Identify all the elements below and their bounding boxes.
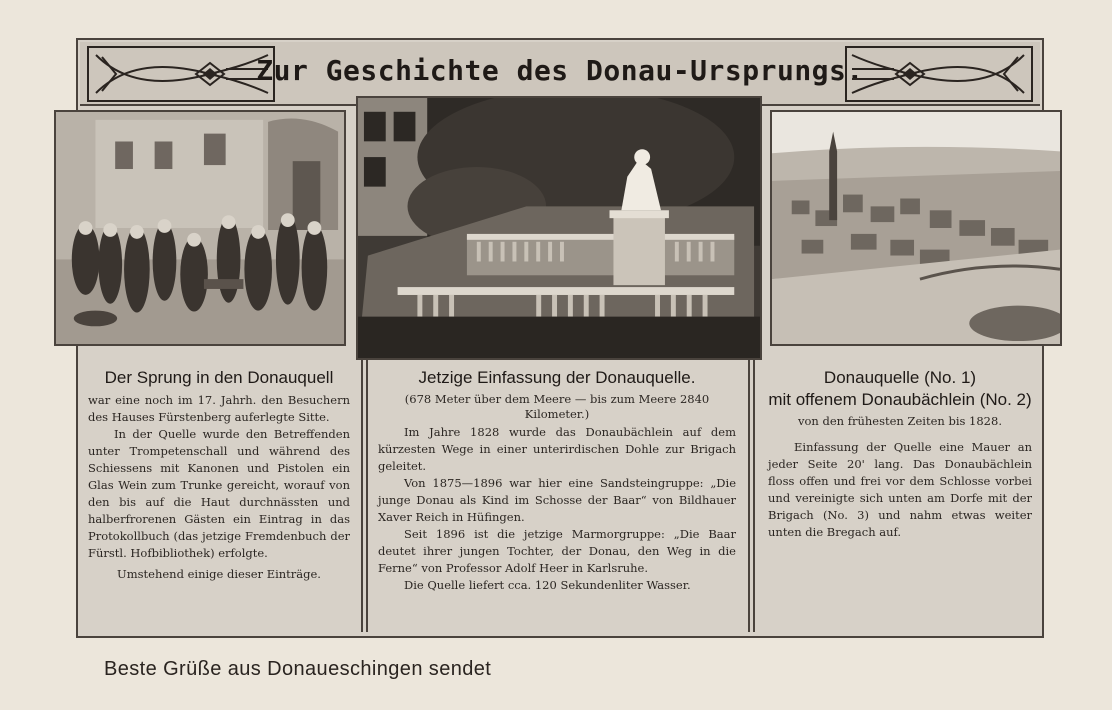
right-text-column bbox=[760, 360, 1040, 632]
center-paragraph: Von 1875—1896 war hier eine Sandsteingruppe: „Die junge Donau als Kind im Schosse der Baar“ von Bildhauer Xaver Reich in Hüfingen. bbox=[378, 476, 736, 524]
column-divider bbox=[748, 360, 750, 632]
center-text-column bbox=[370, 360, 744, 632]
right-paragraph: Einfassung der Quelle eine Mauer an jeder Seite 20' lang. Das Donaubächlein floss offen und frei vor dem Schlosse vorbei und vereinigte sich unten am Dorfe mit der Brigach (No. 3) und nahm etwas weiter unten die Bregach auf. bbox=[768, 440, 1032, 539]
left-text-column bbox=[80, 360, 358, 632]
right-heading: mit offenem Donaubächlein (No. 2) bbox=[768, 390, 1032, 409]
town-overview-image bbox=[770, 110, 1062, 346]
greeting-footer: Beste Grüße aus Donaueschingen sendet bbox=[104, 658, 492, 680]
column-divider bbox=[361, 360, 363, 632]
center-paragraph: Die Quelle liefert cca. 120 Sekundenliter Wasser. bbox=[404, 578, 691, 592]
donauquelle-basin-image bbox=[356, 96, 762, 360]
left-paragraph: Umstehend einige dieser Einträge. bbox=[117, 567, 321, 581]
left-paragraph: In der Quelle wurde den Betreffenden unter Trompetenschall und während des Schiessens mit Kanonen und Pistolen ein Glas Wein zum Trunke gereicht, worauf von den bis auf die Haut durchnässten und halberfrorenen Gästen ein Eintrag in das Protokollbuch (das jetzige Fremdenbuch der Fürstl. Hofbibliothek) erfolgte. bbox=[88, 427, 350, 560]
right-heading: Donauquelle (No. 1) bbox=[823, 368, 977, 387]
historical-scene-image bbox=[54, 110, 346, 346]
page-title: Zur Geschichte des Donau-Ursprungs. bbox=[256, 54, 864, 87]
column-divider bbox=[366, 360, 368, 632]
center-subheading: (678 Meter über dem Meere — bis zum Meere 2840 Kilometer.) bbox=[404, 392, 710, 421]
center-heading: Jetzige Einfassung der Donauquelle. bbox=[418, 368, 696, 387]
column-divider bbox=[753, 360, 755, 632]
left-paragraph: war eine noch im 17. Jahrh. den Besuchern des Hauses Fürstenberg auferlegte Sitte. bbox=[88, 393, 350, 424]
right-subheading: von den frühesten Zeiten bis 1828. bbox=[798, 414, 1002, 428]
art-nouveau-ornament-icon bbox=[844, 45, 1034, 103]
center-paragraph: Seit 1896 ist die jetzige Marmorgruppe: „Die Baar deutet ihrer jungen Tochter, der Donau, den Weg in die Ferne“ von Professor Adolf Heer in Karlsruhe. bbox=[378, 527, 736, 575]
left-heading: Der Sprung in den Donauquell bbox=[104, 368, 334, 387]
center-paragraph: Im Jahre 1828 wurde das Donaubächlein auf dem kürzesten Wege in einer unterirdischen Dohle zur Brigach geleitet. bbox=[378, 425, 736, 473]
